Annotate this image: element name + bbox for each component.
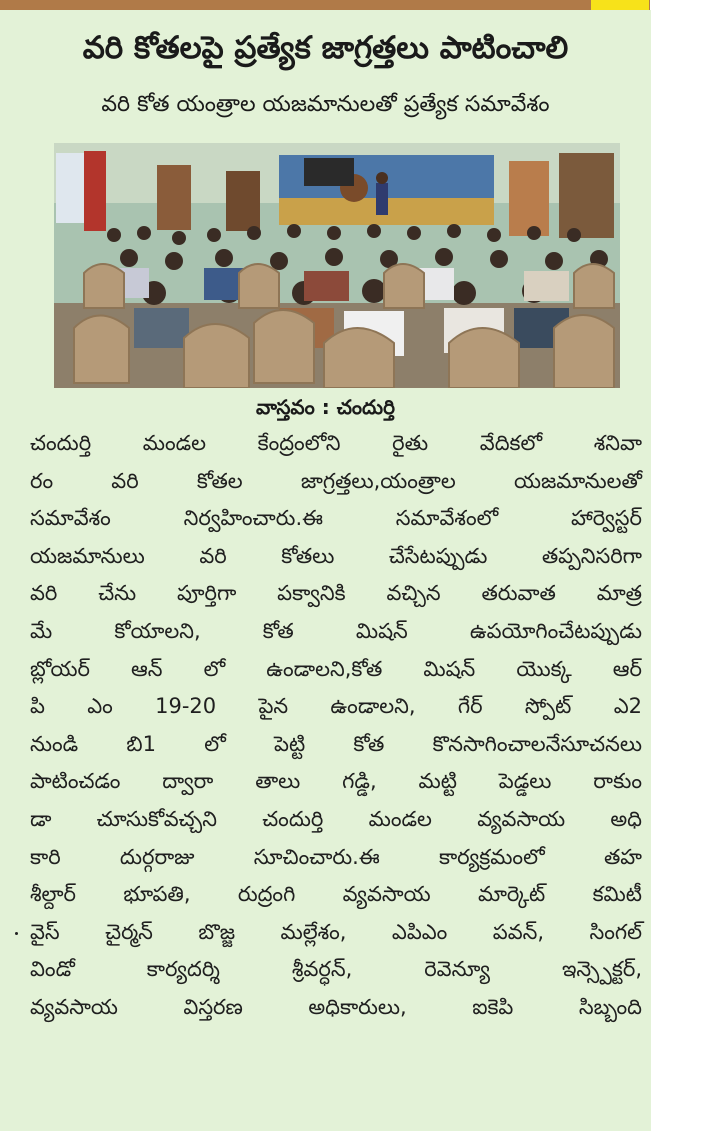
print-dot bbox=[15, 932, 18, 935]
photo-door-left bbox=[157, 165, 191, 230]
top-color-bar bbox=[0, 0, 650, 10]
photo-tv-screen bbox=[304, 158, 354, 186]
body-line: కారి దుర్గరాజు సూచించారు.ఈ కార్యక్రమంలో తహ bbox=[30, 844, 642, 869]
body-line: పి ఎం 19-20 పైన ఉండాలని, గేర్ స్పోట్ ఎ2 bbox=[30, 694, 642, 719]
top-accent-tab bbox=[591, 0, 649, 10]
body-line: రం వరి కోతల జాగ్రత్తలు,యంత్రాల యజమానులతో bbox=[30, 468, 642, 493]
body-line: విండో కార్యదర్శి శ్రీవర్ధన్, రెవెన్యూ ఇన్స్పెక్టర్, bbox=[30, 957, 642, 982]
article-subheadline: వరి కోత యంత్రాల యజమానులతో ప్రత్యేక సమావేశం bbox=[101, 92, 550, 117]
meeting-photo bbox=[54, 143, 620, 388]
article-headline: వరి కోతలపై ప్రత్యేక జాగ్రత్తలు పాటించాలి bbox=[82, 30, 569, 66]
body-line: మే కోయాలని, కోత మిషన్ ఉపయోగించేటప్పుడు bbox=[30, 618, 642, 643]
photo-window-left bbox=[56, 153, 84, 223]
article-body bbox=[30, 425, 642, 1027]
body-line: యజమానులు వరి కోతలు చేసేటప్పుడు తప్పనిసరిగా bbox=[30, 543, 642, 568]
photo-door-far-right bbox=[559, 153, 614, 238]
body-line: సమావేశం నిర్వహించారు.ఈ సమావేశంలో హార్వెస్టర్ bbox=[30, 506, 642, 531]
meeting-photo-illustration bbox=[54, 143, 620, 388]
photo-door-mid bbox=[226, 171, 260, 231]
body-line: నుండి బి1 లో పెట్టి కోత కొనసాగించాలనేసూచనలు bbox=[30, 731, 642, 756]
photo-door-right bbox=[509, 161, 549, 236]
body-line: వ్యవసాయ విస్తరణ అధికారులు, ఐకెపి సిబ్బంది bbox=[30, 994, 642, 1019]
news-article bbox=[0, 10, 651, 1131]
photo-speaker-head bbox=[376, 172, 388, 184]
photo-curtain-left bbox=[84, 151, 106, 231]
body-line: పాటించడం ద్వారా తాలు గడ్డి, మట్టి పెడ్డలు రాకుం bbox=[30, 769, 642, 794]
body-line: శీల్దార్ భూపతి, రుద్రంగి వ్యవసాయ మార్కెట్ కమిటీ bbox=[30, 882, 642, 907]
article-dateline: వాస్తవం : చందుర్తి bbox=[256, 395, 395, 419]
photo-speaker-person bbox=[376, 183, 388, 215]
body-line: డా చూసుకోవచ్చని చందుర్తి మండల వ్యవసాయ అధి bbox=[30, 806, 642, 831]
body-line: వైస్ చైర్మన్ బొజ్జ మల్లేశం, ఎపిఎం పవన్, సింగల్ bbox=[30, 919, 642, 944]
body-line: చందుర్తి మండల కేంద్రంలోని రైతు వేదికలో శనివా bbox=[30, 431, 642, 455]
body-line: వరి చేను పూర్తిగా పక్వానికి వచ్చిన తరువాత మాత్ర bbox=[30, 581, 642, 606]
body-line: బ్లోయర్ ఆన్ లో ఉండాలని,కోత మిషన్ యొక్క ఆర్ bbox=[30, 656, 642, 681]
